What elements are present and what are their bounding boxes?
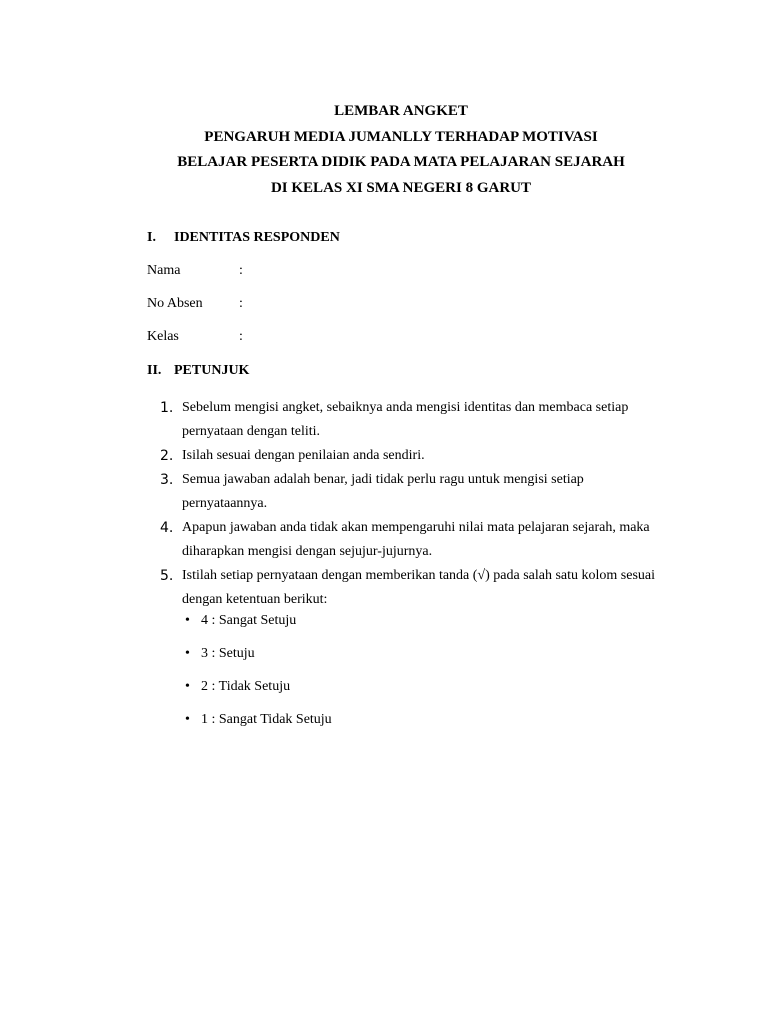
bullet-icon: •	[185, 646, 190, 661]
field-label-nama: Nama	[147, 263, 181, 278]
rating-scale-text: 2 : Tidak Setuju	[201, 679, 291, 694]
list-number: 2.	[160, 448, 174, 464]
list-item-text: Apapun jawaban anda tidak akan mempengaruhi nilai mata pelajaran sejarah, maka diharapkan mengisi dengan sejujur-jujurnya.	[182, 520, 650, 559]
list-item-text: Istilah setiap pernyataan dengan memberikan tanda (√) pada salah satu kolom sesuai dengan ketentuan berikut:	[182, 568, 656, 607]
list-number: 3.	[160, 472, 174, 488]
field-row-kelas	[147, 329, 243, 345]
list-item-text: Isilah sesuai dengan penilaian anda sendiri.	[182, 448, 425, 463]
field-row-nama	[147, 263, 243, 279]
list-item	[160, 468, 670, 516]
field-label-no-absen: No Absen	[147, 296, 203, 311]
list-number: 5.	[160, 568, 174, 584]
bullet-icon: •	[185, 679, 190, 694]
field-label-kelas: Kelas	[147, 329, 179, 344]
section-petunjuk-heading	[147, 363, 249, 379]
section-number: I.	[147, 230, 156, 245]
document-subtitle-line-2: BELAJAR PESERTA DIDIK PADA MATA PELAJARAN SEJARAH	[177, 154, 625, 170]
rating-scale-item	[185, 712, 332, 728]
instructions-list	[160, 396, 670, 612]
document-title: LEMBAR ANGKET	[334, 103, 468, 119]
document-subtitle-line-1: PENGARUH MEDIA JUMANLLY TERHADAP MOTIVASI	[204, 129, 598, 145]
rating-scale-text: 1 : Sangat Tidak Setuju	[201, 712, 332, 727]
list-number: 4.	[160, 520, 174, 536]
field-separator: :	[239, 263, 243, 278]
rating-scale-text: 4 : Sangat Setuju	[201, 613, 297, 628]
list-item	[160, 396, 670, 444]
section-number: II.	[147, 363, 162, 378]
field-separator: :	[239, 296, 243, 311]
section-identitas-heading	[147, 230, 340, 246]
list-item	[160, 564, 670, 612]
list-item	[160, 516, 670, 564]
field-row-no-absen	[147, 296, 243, 312]
rating-scale-item	[185, 613, 296, 629]
bullet-icon: •	[185, 712, 190, 727]
list-item	[160, 444, 670, 468]
rating-scale-item	[185, 679, 290, 695]
field-separator: :	[239, 329, 243, 344]
list-item-text: Semua jawaban adalah benar, jadi tidak perlu ragu untuk mengisi setiap pernyataannya.	[182, 472, 584, 511]
section-title: PETUNJUK	[174, 363, 250, 378]
list-item-text: Sebelum mengisi angket, sebaiknya anda mengisi identitas dan membaca setiap pernyataan dengan teliti.	[182, 400, 629, 439]
rating-scale-text: 3 : Setuju	[201, 646, 255, 661]
section-title: IDENTITAS RESPONDEN	[174, 230, 340, 245]
bullet-icon: •	[185, 613, 190, 628]
list-number: 1.	[160, 400, 174, 416]
rating-scale-item	[185, 646, 255, 662]
document-subtitle-line-3: DI KELAS XI SMA NEGERI 8 GARUT	[270, 180, 532, 196]
